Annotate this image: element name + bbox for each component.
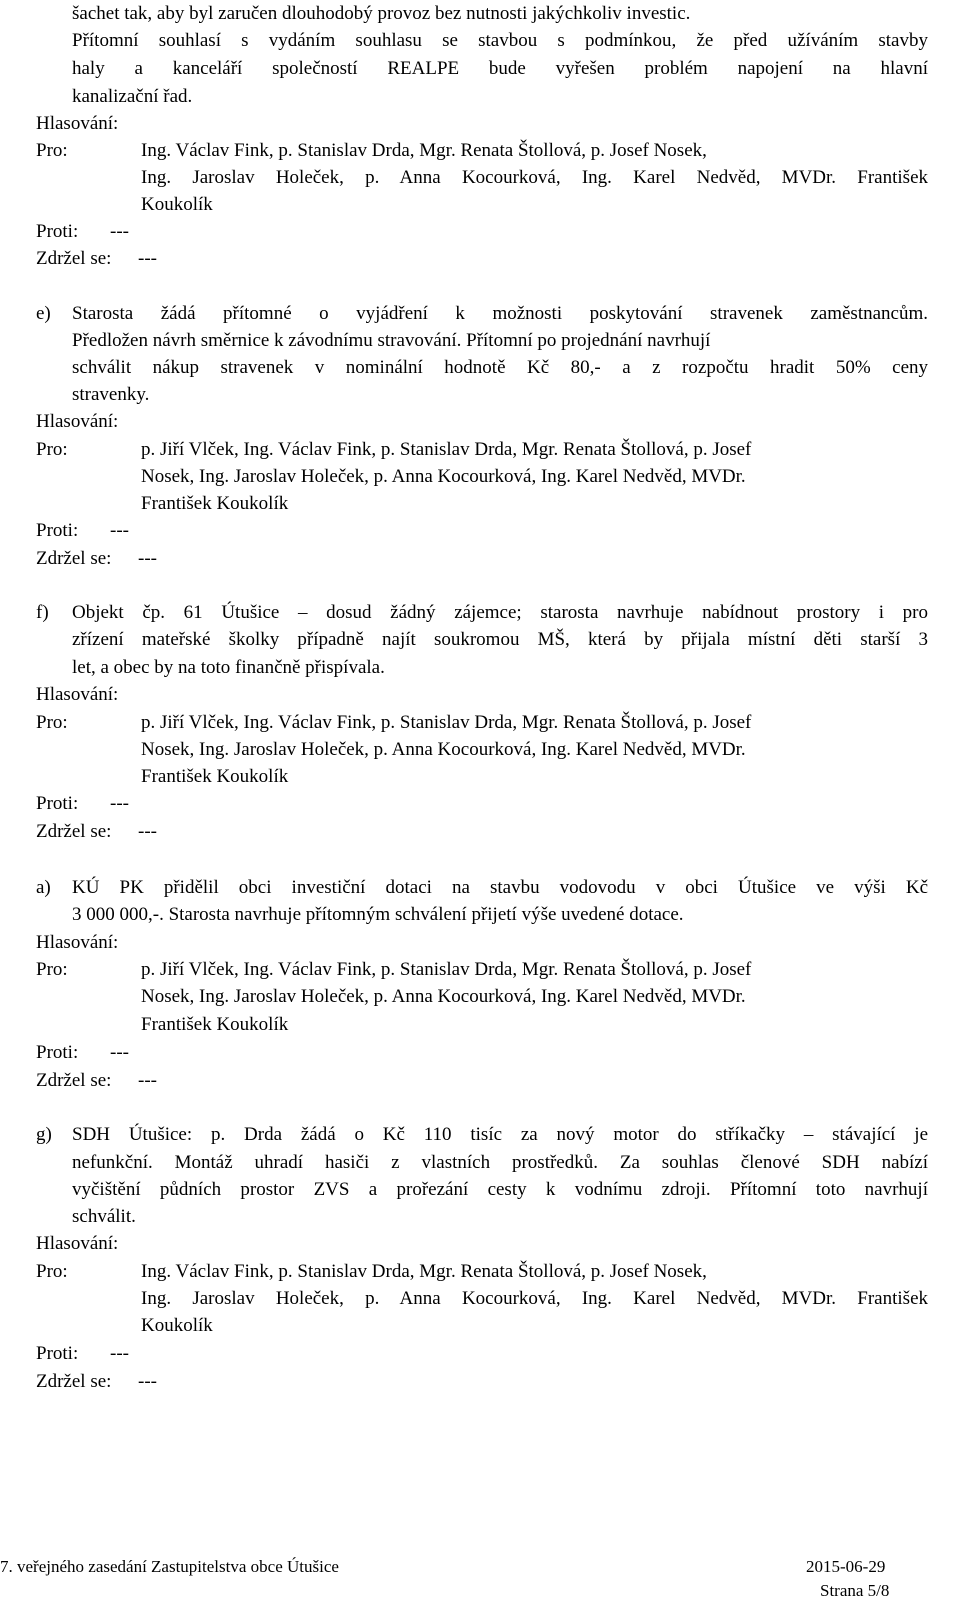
vote-pro-names: p. Jiří Vlček, Ing. Václav Fink, p. Stanislav Drda, Mgr. Renata Štollová, p. Josef [141,959,752,980]
vote-heading: Hlasování: [36,932,119,953]
vote-pro-names: Ing. Jaroslav Holeček, p. Anna Kocourková, Ing. Karel Nedvěd, MVDr. František [141,167,928,188]
paragraph-line: kanalizační řad. [72,86,193,107]
paragraph-line: Přítomní souhlasí s vydáním souhlasu se stavbou s podmínkou, že před užíváním stavby [72,30,928,51]
vote-proti-label: Proti: [36,793,79,814]
vote-proti-value: --- [110,1343,129,1364]
vote-pro-names: Nosek, Ing. Jaroslav Holeček, p. Anna Kocourková, Ing. Karel Nedvěd, MVDr. [141,466,746,487]
item-line: Objekt čp. 61 Útušice – dosud žádný zájemce; starosta navrhuje nabídnout prostory i pro [72,602,928,623]
vote-pro-names: Koukolík [141,1315,213,1336]
vote-pro-label: Pro: [36,959,68,980]
vote-pro-names: Ing. Václav Fink, p. Stanislav Drda, Mgr. Renata Štollová, p. Josef Nosek, [141,140,707,161]
footer-page-number: Strana 5/8 [820,1581,890,1600]
item-line: SDH Útušice: p. Drda žádá o Kč 110 tisíc za nový motor do stříkačky – stávající je [72,1124,928,1145]
vote-proti-label: Proti: [36,1343,79,1364]
vote-pro-names: Nosek, Ing. Jaroslav Holeček, p. Anna Kocourková, Ing. Karel Nedvěd, MVDr. [141,739,746,760]
vote-pro-label: Pro: [36,439,68,460]
vote-heading: Hlasování: [36,411,119,432]
vote-pro-label: Pro: [36,1261,68,1282]
footer-meeting-title: 7. veřejného zasedání Zastupitelstva obce Útušice [0,1557,339,1576]
vote-zdrzel-value: --- [138,548,157,569]
paragraph-line: haly a kanceláří společností REALPE bude vyřešen problém napojení na hlavní [72,58,928,79]
item-line: vyčištění půdních prostor ZVS a prořezání cesty k vodnímu zdroji. Přítomní toto navrhují [72,1179,928,1200]
item-line: schválit. [72,1206,136,1227]
vote-pro-names: František Koukolík [141,1014,289,1035]
vote-heading: Hlasování: [36,684,119,705]
item-line: let, a obec by na toto finančně přispívala. [72,657,385,678]
item-marker: f) [36,602,49,623]
item-line: Starosta žádá přítomné o vyjádření k možnosti poskytování stravenek zaměstnancům. [72,303,928,324]
vote-pro-label: Pro: [36,712,68,733]
vote-proti-value: --- [110,1042,129,1063]
item-line: nefunkční. Montáž uhradí hasiči z vlastních prostředků. Za souhlas členové SDH nabízí [72,1152,928,1173]
vote-heading: Hlasování: [36,1233,119,1254]
vote-pro-names: Koukolík [141,194,213,215]
vote-zdrzel-label: Zdržel se: [36,1371,112,1392]
item-line: 3 000 000,-. Starosta navrhuje přítomným schválení přijetí výše uvedené dotace. [72,904,684,925]
vote-zdrzel-label: Zdržel se: [36,1070,112,1091]
item-marker: g) [36,1124,52,1145]
item-marker: a) [36,877,51,898]
vote-zdrzel-label: Zdržel se: [36,248,112,269]
item-line: Předložen návrh směrnice k závodnímu stravování. Přítomní po projednání navrhují [72,330,711,351]
vote-pro-names: František Koukolík [141,766,289,787]
vote-pro-names: Ing. Jaroslav Holeček, p. Anna Kocourková, Ing. Karel Nedvěd, MVDr. František [141,1288,928,1309]
vote-zdrzel-label: Zdržel se: [36,548,112,569]
vote-proti-label: Proti: [36,221,79,242]
item-line: KÚ PK přidělil obci investiční dotaci na stavbu vodovodu v obci Útušice ve výši Kč [72,877,928,898]
vote-proti-value: --- [110,793,129,814]
vote-zdrzel-value: --- [138,821,157,842]
vote-zdrzel-label: Zdržel se: [36,821,112,842]
item-marker: e) [36,303,51,324]
item-line: zřízení mateřské školky případně najít soukromou MŠ, která by přijala místní děti starší 3 [72,629,928,650]
vote-zdrzel-value: --- [138,1371,157,1392]
vote-zdrzel-value: --- [138,1070,157,1091]
item-line: schválit nákup stravenek v nominální hodnotě Kč 80,- a z rozpočtu hradit 50% ceny [72,357,928,378]
vote-pro-names: p. Jiří Vlček, Ing. Václav Fink, p. Stanislav Drda, Mgr. Renata Štollová, p. Josef [141,439,752,460]
vote-proti-label: Proti: [36,520,79,541]
vote-pro-names: p. Jiří Vlček, Ing. Václav Fink, p. Stanislav Drda, Mgr. Renata Štollová, p. Josef [141,712,752,733]
vote-pro-label: Pro: [36,140,68,161]
vote-heading: Hlasování: [36,113,119,134]
vote-proti-label: Proti: [36,1042,79,1063]
paragraph-line: šachet tak, aby byl zaručen dlouhodobý provoz bez nutnosti jakýchkoliv investic. [72,3,691,24]
footer-date: 2015-06-29 [806,1557,886,1576]
vote-pro-names: František Koukolík [141,493,289,514]
vote-zdrzel-value: --- [138,248,157,269]
vote-pro-names: Nosek, Ing. Jaroslav Holeček, p. Anna Kocourková, Ing. Karel Nedvěd, MVDr. [141,986,746,1007]
vote-proti-value: --- [110,221,129,242]
item-line: stravenky. [72,384,150,405]
vote-pro-names: Ing. Václav Fink, p. Stanislav Drda, Mgr. Renata Štollová, p. Josef Nosek, [141,1261,707,1282]
vote-proti-value: --- [110,520,129,541]
